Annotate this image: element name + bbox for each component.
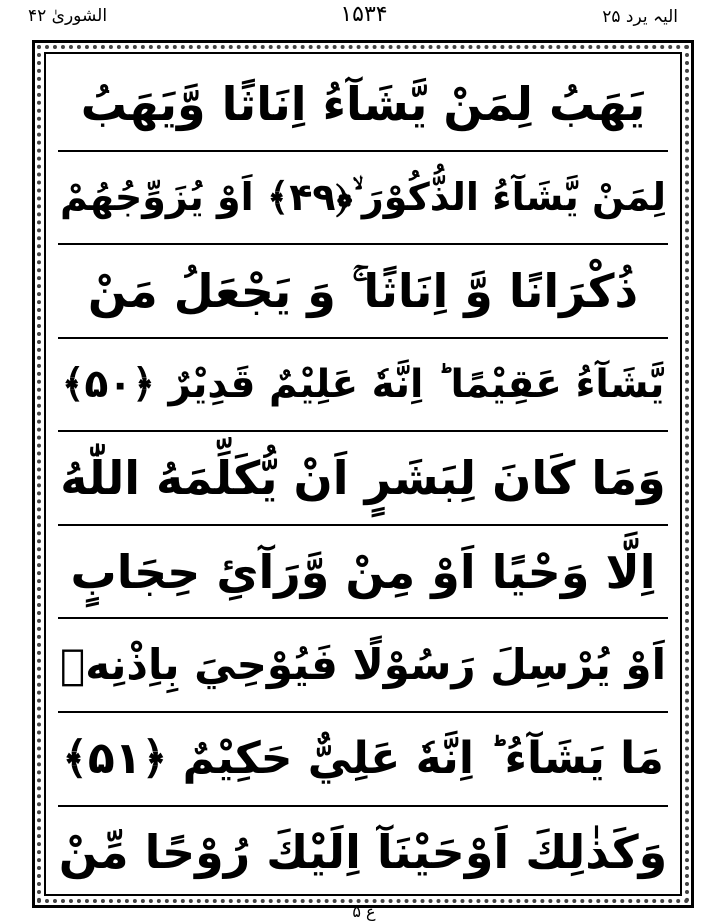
verse-text-block bbox=[58, 58, 668, 898]
verse-line: وَمَا كَانَ لِبَشَرٍ اَنْ يُّكَلِّمَهُ اللّٰهُ bbox=[58, 432, 668, 526]
page-number: ۱۵۳۴ bbox=[340, 2, 388, 27]
verse-line: وَكَذٰلِكَ اَوْحَيْنَآ اِلَيْكَ رُوْحًا مِّنْ bbox=[58, 825, 668, 880]
verse-line: ذُكْرَانًا وَّ اِنَاثًا ۚ وَ يَجْعَلُ مَنْ bbox=[58, 245, 668, 339]
ruku-marker: ع ۵ bbox=[352, 902, 376, 921]
surah-name: الشوریٰ ۴۲ bbox=[28, 6, 108, 26]
verse-line: لِمَنْ يَّشَآءُ الذُّكُوْرَ ۙ﴿۴۹﴾ اَوْ يُزَوِّجُهُمْ bbox=[58, 152, 668, 246]
verse-line: يَّشَآءُ عَقِيْمًا ؕ اِنَّهٗ عَلِيْمٌ قَدِيْرٌ ﴿۵۰﴾ bbox=[58, 339, 668, 433]
verse-line: اِلَّا وَحْيًا اَوْ مِنْ وَّرَآئِ حِجَابٍ bbox=[58, 526, 668, 620]
verse-line: اَوْ يُرْسِلَ رَسُوْلًا فَيُوْحِيَ بِاِذْنِهٖ bbox=[58, 619, 668, 713]
para-name: الیہ یرد ۲۵ bbox=[602, 7, 678, 27]
verse-line: يَهَبُ لِمَنْ يَّشَآءُ اِنَاثًا وَّيَهَبُ bbox=[58, 58, 668, 152]
verse-line: مَا يَشَآءُ ؕ اِنَّهٗ عَلِيٌّ حَكِيْمٌ ﴿۵۱﴾ bbox=[58, 713, 668, 807]
